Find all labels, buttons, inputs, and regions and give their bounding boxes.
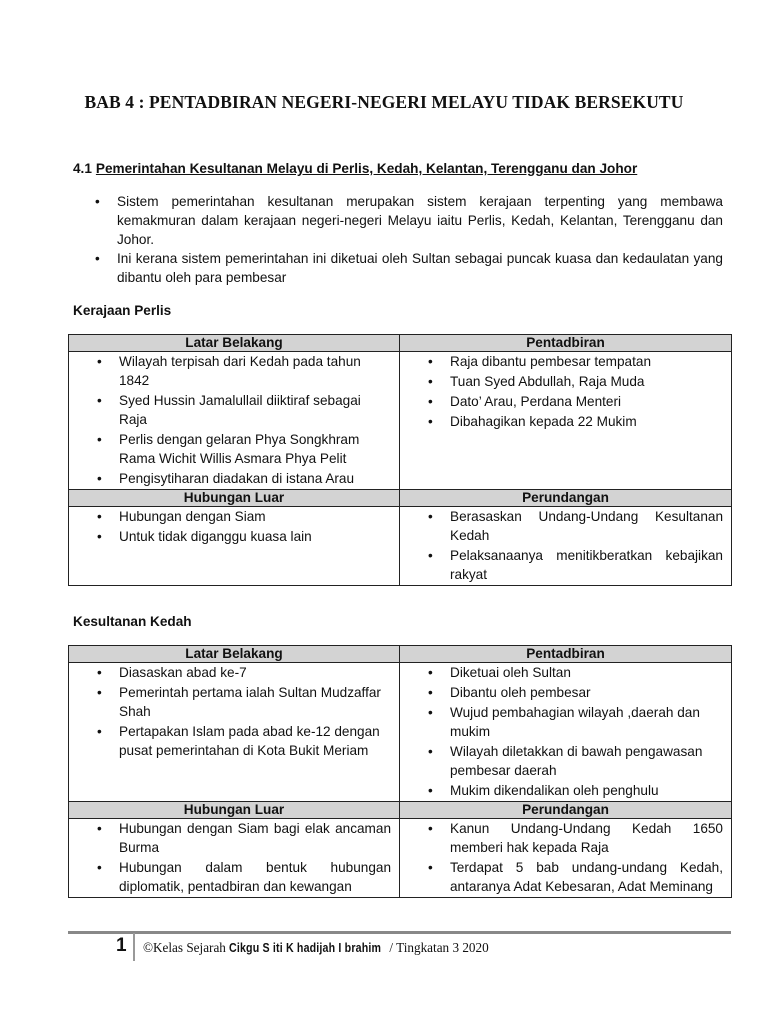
- kedah-pentadbiran-cell: [400, 663, 732, 802]
- kedah-perundangan-cell: [400, 819, 732, 898]
- perlis-pentadbiran-cell: [400, 352, 732, 490]
- intro-bullet: • Ini kerana sistem pemerintahan ini diketuai oleh Sultan sebagai puncak kuasa dan kedaulatan yang dibantu oleh para pembesar: [95, 249, 723, 287]
- list-item: • Wilayah terpisah dari Kedah pada tahun 1842: [97, 352, 391, 390]
- footer-prefix: ©Kelas Sejarah: [143, 940, 226, 955]
- list-item: • Hubungan dengan Siam: [97, 507, 391, 526]
- perlis-latar-cell: [69, 352, 400, 490]
- kedah-hubungan-list: [69, 819, 399, 896]
- footer-separator: [133, 933, 135, 961]
- list-item: • Kanun Undang-Undang Kedah 1650 memberi hak kepada Raja: [428, 819, 723, 857]
- document-title: BAB 4 : PENTADBIRAN NEGERI-NEGERI MELAYU TIDAK BERSEKUTU: [84, 92, 684, 112]
- list-item: • Pengisytiharan diadakan di istana Arau: [97, 469, 391, 488]
- list-item: • Dato’ Arau, Perdana Menteri: [428, 392, 723, 411]
- list-item: • Hubungan dalam bentuk hubungan diplomatik, pentadbiran dan kewangan: [97, 858, 391, 896]
- list-item: • Raja dibantu pembesar tempatan: [428, 352, 723, 371]
- list-item: • Pertapakan Islam pada abad ke-12 dengan pusat pemerintahan di Kota Bukit Meriam: [97, 722, 391, 760]
- footer-text: [143, 940, 489, 956]
- kedah-hubungan-cell: [69, 819, 400, 898]
- page-number: 1: [116, 935, 127, 956]
- perlis-pentadbiran-header: Pentadbiran: [400, 335, 732, 352]
- footer-divider: [68, 931, 731, 934]
- list-item: • Berasaskan Undang-Undang Kesultanan Kedah: [428, 507, 723, 545]
- perlis-table: [68, 334, 732, 586]
- kedah-perundangan-list: [400, 819, 731, 896]
- perlis-heading: Kerajaan Perlis: [73, 303, 172, 318]
- perlis-hubungan-header: Hubungan Luar: [69, 490, 400, 507]
- list-item: • Dibahagikan kepada 22 Mukim: [428, 412, 723, 431]
- kedah-pentadbiran-header: Pentadbiran: [400, 646, 732, 663]
- list-item: • Untuk tidak diganggu kuasa lain: [97, 527, 391, 546]
- list-item: • Wilayah diletakkan di bawah pengawasan pembesar daerah: [428, 742, 723, 780]
- perlis-perundangan-cell: [400, 507, 732, 586]
- kedah-hubungan-header: Hubungan Luar: [69, 802, 400, 819]
- list-item: • Hubungan dengan Siam bagi elak ancaman Burma: [97, 819, 391, 857]
- list-item: • Diasaskan abad ke-7: [97, 663, 391, 682]
- kedah-latar-cell: [69, 663, 400, 802]
- list-item: • Diketuai oleh Sultan: [428, 663, 723, 682]
- kedah-perundangan-header: Perundangan: [400, 802, 732, 819]
- perlis-latar-list: [69, 352, 399, 488]
- intro-bullet-list: [95, 192, 723, 287]
- kedah-heading: Kesultanan Kedah: [73, 614, 192, 629]
- section-heading: [73, 161, 637, 176]
- perlis-perundangan-header: Perundangan: [400, 490, 732, 507]
- kedah-pentadbiran-list: [400, 663, 731, 800]
- list-item: • Wujud pembahagian wilayah ,daerah dan mukim: [428, 703, 723, 741]
- intro-bullet: • Sistem pemerintahan kesultanan merupakan sistem kerajaan terpenting yang membawa kemakmuran dalam kerajaan negeri-negeri Melayu iaitu Perlis, Kedah, Kelantan, Terengganu dan Johor.: [95, 192, 723, 249]
- list-item: • Pemerintah pertama ialah Sultan Mudzaffar Shah: [97, 683, 391, 721]
- perlis-hubungan-cell: [69, 507, 400, 586]
- list-item: • Syed Hussin Jamalullail diiktiraf sebagai Raja: [97, 391, 391, 429]
- kedah-latar-list: [69, 663, 399, 760]
- list-item: • Dibantu oleh pembesar: [428, 683, 723, 702]
- perlis-pentadbiran-list: [400, 352, 731, 431]
- perlis-perundangan-list: [400, 507, 731, 584]
- section-number: 4.1: [73, 161, 92, 176]
- perlis-latar-header: Latar Belakang: [69, 335, 400, 352]
- kedah-table: [68, 645, 732, 898]
- perlis-hubungan-list: [69, 507, 399, 546]
- footer-suffix: / Tingkatan 3 2020: [389, 940, 489, 955]
- section-title: Pemerintahan Kesultanan Melayu di Perlis, Kedah, Kelantan, Terengganu dan Johor: [95, 161, 638, 176]
- kedah-latar-header: Latar Belakang: [69, 646, 400, 663]
- list-item: • Tuan Syed Abdullah, Raja Muda: [428, 372, 723, 391]
- list-item: • Mukim dikendalikan oleh penghulu: [428, 781, 723, 800]
- list-item: • Pelaksanaanya menitikberatkan kebajikan rakyat: [428, 546, 723, 584]
- list-item: • Perlis dengan gelaran Phya Songkhram Rama Wichit Willis Asmara Phya Pelit: [97, 430, 391, 468]
- footer-author: Cikgu S iti K hadijah I brahim: [229, 941, 382, 955]
- list-item: • Terdapat 5 bab undang-undang Kedah, antaranya Adat Kebesaran, Adat Meminang: [428, 858, 723, 896]
